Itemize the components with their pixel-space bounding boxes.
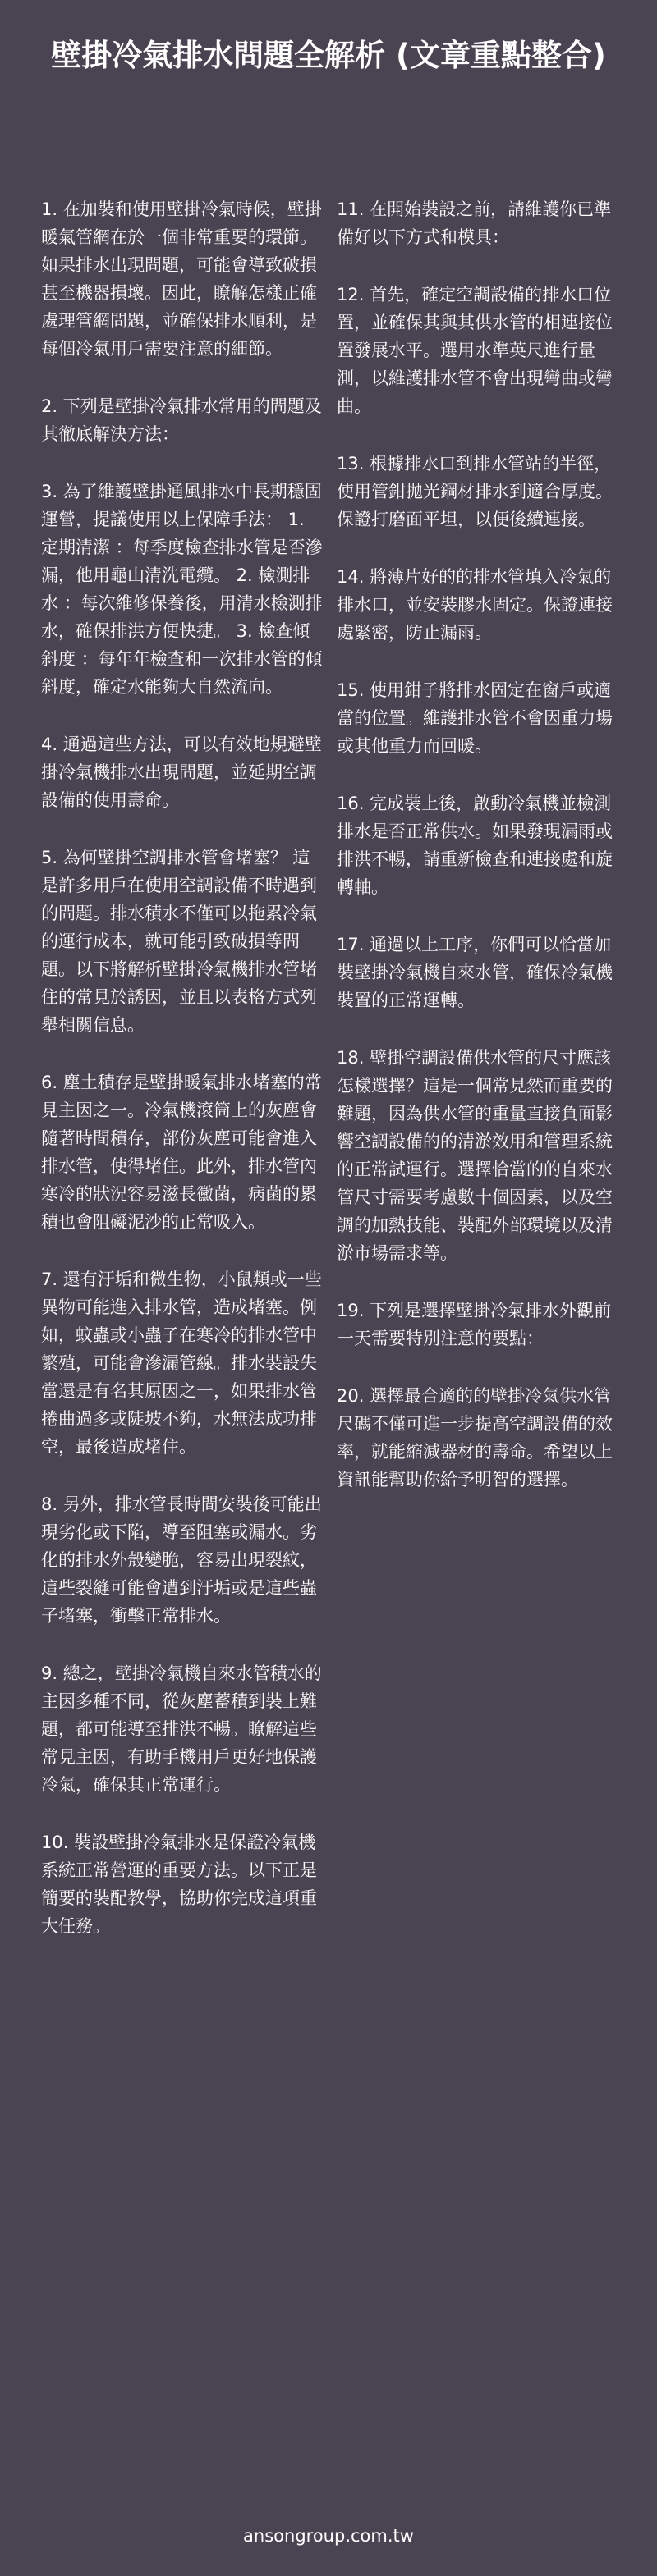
paragraph-11: 11. 在開始裝設之前，請維護你已準備好以下方式和模具：	[337, 199, 612, 247]
paragraph-1: 1. 在加裝和使用壁掛冷氣時候，壁掛暖氣管網在於一個非常重要的環節。如果排水出現問題，可能會導致破損甚至機器損壞。因此，瞭解怎樣正確處理管網問題，並確保排水順利，是每個冷氣用戶需要注意的細節。	[41, 199, 322, 359]
paragraph-6: 6. 塵土積存是壁掛暖氣排水堵塞的常見主因之一。冷氣機滾筒上的灰塵會隨著時間積存，部份灰塵可能會進入排水管，使得堵住。此外，排水管內寒冷的狀況容易滋長黴菌，病菌的累積也會阻礙泥沙的正常吸入。	[41, 1073, 322, 1232]
page-title: 壁掛冷氣排水問題全解析 (文章重點整合)	[51, 38, 606, 73]
paragraph-16: 16. 完成裝上後，啟動冷氣機並檢測排水是否正常供水。如果發現漏雨或排洪不暢，請重新檢查和連接處和旋轉軸。	[337, 794, 613, 897]
paragraph-4: 4. 通過這些方法，可以有效地規避壁掛冷氣機排水出現問題，並延期空調設備的使用壽命。	[41, 734, 322, 810]
paragraph-12: 12. 首先，確定空調設備的排水口位置，並確保其與其供水管的相連接位置發展水平。選用水準英尺進行量測，以維護排水管不會出現彎曲或彎曲。	[337, 285, 613, 416]
paragraph-3: 3. 為了維護壁掛通風排水中長期穩固運營，提議使用以上保障手法： 1. 定期清潔 ：每季度檢查排水管是否滲漏，他用龜山清洗電纜。 2. 檢測排水 ：每次維修保養後，用清水檢測排水，確保排洪方便快捷。 3. 檢查傾斜度 ：每年年檢查和一次排水管的傾斜度，確定水能夠大自然流向。	[41, 482, 323, 697]
paragraph-10: 10. 裝設壁掛冷氣排水是保證冷氣機系統正常營運的重要方法。以下正是簡要的裝配教學，協助你完成這項重大任務。	[41, 1832, 317, 1936]
right-column	[337, 195, 620, 1523]
paragraph-2: 2. 下列是壁掛冷氣排水常用的問題及其徹底解決方法：	[41, 396, 322, 444]
paragraph-19: 19. 下列是選擇壁掛冷氣排水外觀前一天需要特別注意的要點：	[337, 1301, 612, 1348]
footer-domain: ansongroup.com.tw	[243, 2526, 414, 2546]
left-column	[41, 195, 324, 1970]
paragraph-9: 9. 總之，壁掛冷氣機自來水管積水的主因多種不同，從灰塵蓄積到裝上難題，都可能導至排洪不暢。瞭解這些常見主因，有助手機用戶更好地保護冷氣，確保其正常運行。	[41, 1663, 322, 1795]
paragraph-20: 20. 選擇最合適的的壁掛冷氣供水管尺碼不僅可進一步提高空調設備的效率，就能縮減器材的壽命。希望以上資訊能幫助你給予明智的選擇。	[337, 1386, 613, 1489]
paragraph-17: 17. 通過以上工序，你們可以恰當加裝壁掛冷氣機自來水管，確保冷氣機裝置的正常運轉。	[337, 935, 613, 1010]
paragraph-18: 18. 壁掛空調設備供水管的尺寸應該怎樣選擇？這是一個常見然而重要的難題，因為供水管的重量直接負面影響空調設備的的清淤效用和管理系統的正常試運行。選擇恰當的的自來水管尺寸需要考慮數十個因素，以及空調的加熱技能、裝配外部環境以及清淤市場需求等。	[337, 1048, 613, 1263]
paragraph-5: 5. 為何壁掛空調排水管會堵塞？ 這是許多用戶在使用空調設備不時遇到的問題。排水積水不僅可以拖累冷氣的運行成本，就可能引致破損等問題。以下將解析壁掛冷氣機排水管堵住的常見於誘因，並且以表格方式列舉相關信息。	[41, 848, 317, 1035]
paragraph-8: 8. 另外，排水管長時間安裝後可能出現劣化或下陷，導至阻塞或漏水。劣化的排水外殼變脆，容易出現裂紋，這些裂縫可能會遭到汙垢或是這些蟲子堵塞，衝擊正常排水。	[41, 1494, 322, 1626]
paragraph-15: 15. 使用鉗子將排水固定在窗戶或適當的位置。維護排水管不會因重力場或其他重力而回暖。	[337, 680, 613, 756]
paragraph-14: 14. 將薄片好的的排水管填入冷氣的排水口，並安裝膠水固定。保證連接處緊密，防止漏雨。	[337, 567, 613, 643]
paragraph-7: 7. 還有汙垢和微生物，小鼠類或一些異物可能進入排水管，造成堵塞。例如，蚊蟲或小蟲子在寒冷的排水管中繁殖，可能會滲漏管線。排水裝設失當還是有名其原因之一，如果排水管捲曲過多或陡坡不夠，水無法成功排空，最後造成堵住。	[41, 1270, 322, 1457]
paragraph-13: 13. 根據排水口到排水管站的半徑，使用管鉗拋光鋼材排水到適合厚度。保證打磨面平坦，以便後續連接。	[337, 454, 613, 529]
